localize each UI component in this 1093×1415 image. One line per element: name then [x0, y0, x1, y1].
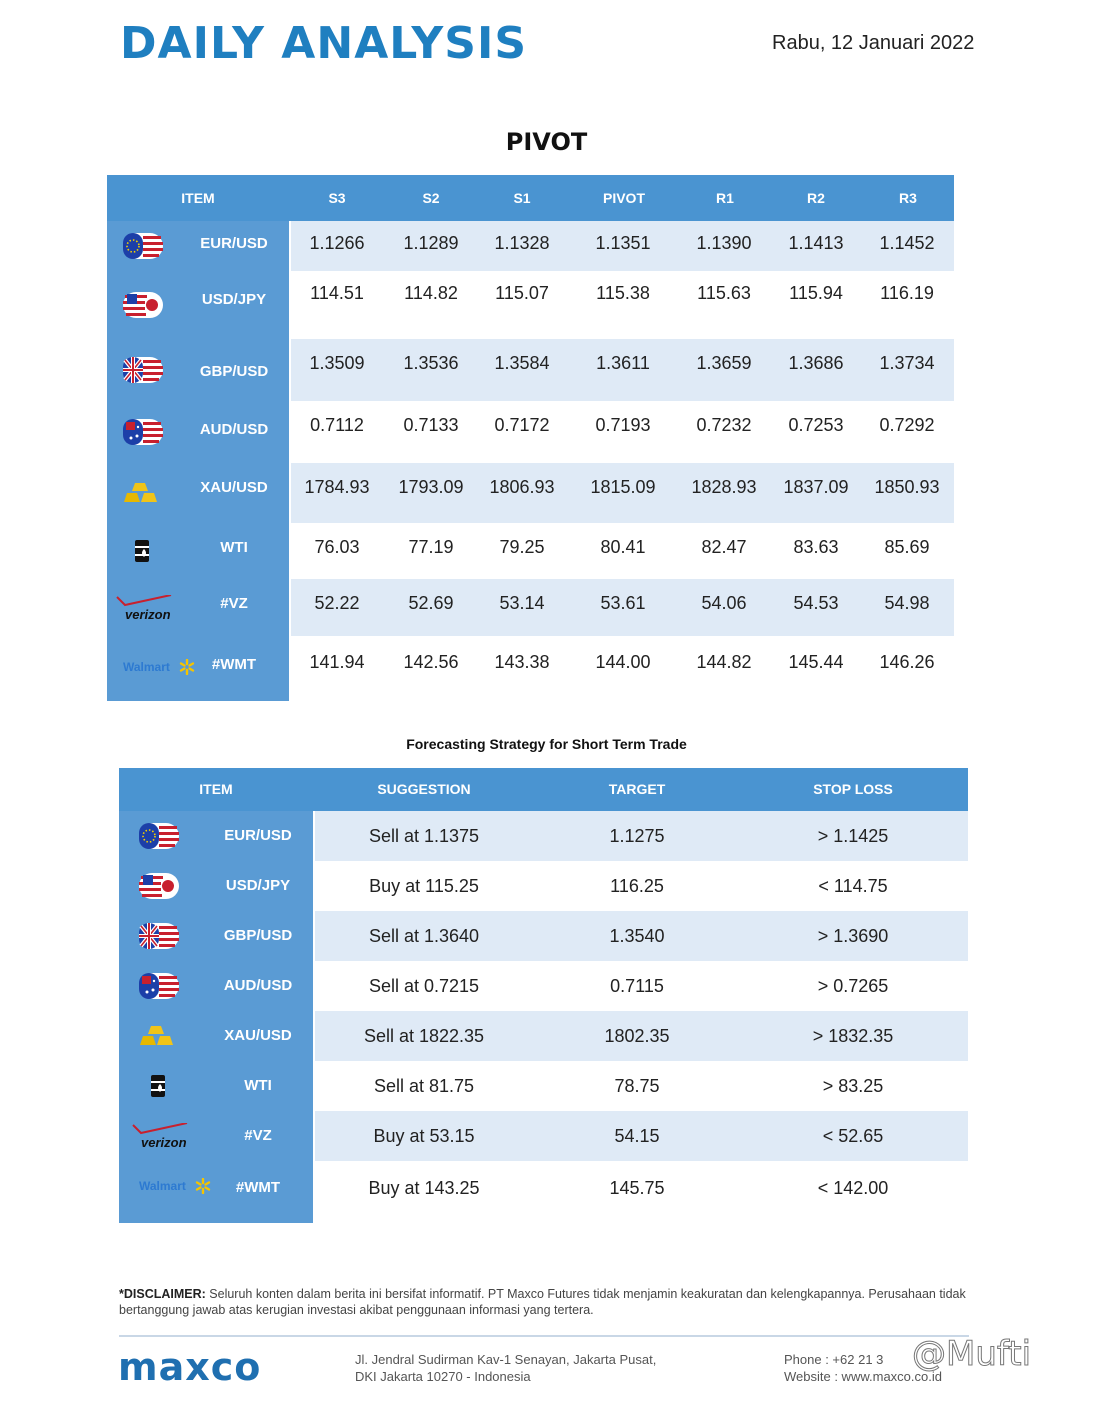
forecast-suggestion: Sell at 1.1375: [368, 826, 480, 846]
forecast-stop-loss: < 142.00: [817, 1178, 889, 1198]
pivot-cell: 76.03: [314, 537, 360, 557]
pivot-cell: 0.7232: [696, 415, 752, 435]
pivot-row: [107, 579, 954, 636]
pivot-col-pivot: PIVOT: [602, 190, 645, 206]
pivot-cell: 1.1351: [595, 233, 651, 253]
forecast-heading: Forecasting Strategy for Short Term Trade: [406, 736, 687, 752]
pivot-table: [107, 175, 954, 701]
oil-barrel-icon: [123, 538, 163, 564]
forecast-row-label: GBP/USD: [223, 927, 293, 944]
forecast-row: [119, 811, 968, 861]
pivot-cell: 114.51: [310, 283, 364, 303]
walmart-logo-text: Walmart: [123, 659, 170, 674]
forecast-col-target: TARGET: [608, 781, 666, 797]
pivot-heading: PIVOT: [505, 128, 588, 156]
pivot-cell: 85.69: [884, 537, 930, 557]
pivot-cell: 1.3536: [403, 353, 459, 373]
pivot-row: [107, 221, 954, 271]
page-title: DAILY ANALYSIS: [120, 18, 528, 69]
pivot-row-label: EUR/USD: [200, 235, 268, 252]
forecast-row-label: EUR/USD: [224, 827, 292, 844]
forecast-row: [119, 911, 968, 961]
forecast-suggestion: Buy at 53.15: [373, 1126, 475, 1146]
aud-usd-flag-icon: [139, 973, 179, 999]
pivot-cell: 141.94: [309, 652, 365, 672]
gold-bars-icon: [139, 1023, 179, 1049]
pivot-cell: 0.7292: [879, 415, 935, 435]
pivot-row: [107, 636, 954, 701]
forecast-target: 1.3540: [609, 926, 665, 946]
pivot-cell: 1.3659: [696, 353, 752, 373]
pivot-cell: 1.3584: [494, 353, 550, 373]
forecast-row: [119, 861, 968, 911]
verizon-logo-icon: [127, 1123, 191, 1153]
forecast-stop-loss: > 1832.35: [812, 1026, 894, 1046]
forecast-stop-loss: > 1.1425: [817, 826, 889, 846]
pivot-cell: 0.7133: [403, 415, 459, 435]
pivot-cell: 146.26: [879, 652, 935, 672]
gbp-usd-flag-icon: [123, 357, 163, 383]
pivot-cell: 1793.09: [398, 477, 464, 497]
pivot-cell: 1837.09: [783, 477, 849, 497]
forecast-row: [119, 961, 968, 1011]
pivot-cell: 52.22: [314, 593, 360, 613]
pivot-cell: 116.19: [880, 283, 934, 303]
forecast-row: [119, 1163, 968, 1213]
pivot-col-s3: S3: [328, 190, 346, 206]
pivot-cell: 54.06: [701, 593, 747, 613]
pivot-cell: 0.7253: [788, 415, 844, 435]
verizon-logo-text: verizon: [141, 1135, 187, 1150]
pivot-cell: 1.1266: [309, 233, 365, 253]
pivot-cell: 1828.93: [691, 477, 757, 497]
walmart-logo-icon: [109, 656, 181, 682]
forecast-row: [119, 1011, 968, 1061]
pivot-row: [107, 401, 954, 463]
pivot-cell: 1.1328: [494, 233, 550, 253]
pivot-cell: 1.3509: [309, 353, 365, 373]
pivot-row-label: #WMT: [211, 656, 257, 673]
forecast-col-item: ITEM: [199, 781, 233, 797]
verizon-logo-icon: [111, 595, 175, 625]
pivot-cell: 1850.93: [874, 477, 940, 497]
pivot-col-r3: R3: [899, 190, 917, 206]
forecast-col-suggestion: SUGGESTION: [377, 781, 471, 797]
pivot-cell: 80.41: [600, 537, 646, 557]
pivot-cell: 83.63: [793, 537, 839, 557]
forecast-table-header: [119, 768, 968, 811]
forecast-stop-loss: > 83.25: [822, 1076, 884, 1096]
forecast-row-label: #VZ: [244, 1127, 272, 1144]
forecast-table: [119, 768, 968, 1223]
company-address: [355, 1351, 656, 1385]
pivot-cell: 114.82: [404, 283, 458, 303]
forecast-row-label: USD/JPY: [225, 877, 291, 894]
website: Website : www.maxco.co.id: [784, 1369, 942, 1384]
pivot-cell: 77.19: [408, 537, 454, 557]
pivot-cell: 1.1390: [696, 233, 752, 253]
pivot-cell: 82.47: [701, 537, 747, 557]
gbp-usd-flag-icon: [139, 923, 179, 949]
forecast-target: 145.75: [609, 1178, 665, 1198]
disclaimer: [119, 1286, 979, 1318]
pivot-cell: 0.7193: [595, 415, 651, 435]
pivot-row-label: WTI: [220, 539, 248, 556]
forecast-suggestion: Buy at 143.25: [368, 1178, 480, 1198]
disclaimer-label: *DISCLAIMER:: [119, 1287, 206, 1301]
pivot-row: [107, 463, 954, 523]
eur-usd-flag-icon: [123, 233, 163, 259]
forecast-target: 54.15: [614, 1126, 660, 1146]
maxco-logo: maxco: [118, 1345, 262, 1389]
oil-barrel-icon: [139, 1073, 179, 1099]
pivot-col-item: ITEM: [181, 190, 215, 206]
forecast-target: 78.75: [614, 1076, 660, 1096]
walmart-logo-text: Walmart: [139, 1179, 186, 1193]
pivot-cell: 54.53: [793, 593, 839, 613]
pivot-cell: 1.1452: [879, 233, 935, 253]
forecast-suggestion: Sell at 1822.35: [363, 1026, 485, 1046]
walmart-logo-icon: [125, 1175, 197, 1201]
pivot-cell: 144.82: [696, 652, 752, 672]
pivot-col-r2: R2: [807, 190, 825, 206]
pivot-cell: 1.3686: [788, 353, 844, 373]
forecast-target: 0.7115: [610, 976, 664, 996]
eur-usd-flag-icon: [139, 823, 179, 849]
pivot-table-header: [107, 175, 954, 221]
pivot-cell: 145.44: [788, 652, 844, 672]
pivot-cell: 53.14: [499, 593, 545, 613]
pivot-cell: 143.38: [494, 652, 550, 672]
watermark: @Mufti: [912, 1334, 1032, 1374]
forecast-suggestion: Buy at 115.25: [369, 876, 479, 896]
forecast-stop-loss: < 114.75: [818, 876, 888, 896]
pivot-row-label: AUD/USD: [199, 421, 269, 438]
address-line-1: Jl. Jendral Sudirman Kav-1 Senayan, Jakarta Pusat,: [355, 1352, 657, 1367]
pivot-cell: 115.07: [495, 283, 549, 303]
pivot-cell: 1.3734: [879, 353, 935, 373]
forecast-row-label: WTI: [244, 1077, 272, 1094]
pivot-cell: 144.00: [595, 652, 651, 672]
pivot-row: [107, 339, 954, 401]
forecast-row: [119, 1111, 968, 1161]
pivot-col-r1: R1: [716, 190, 734, 206]
pivot-cell: 115.63: [697, 283, 751, 303]
forecast-row-label: XAU/USD: [224, 1027, 292, 1044]
verizon-logo-text: verizon: [125, 606, 171, 622]
pivot-row-label: XAU/USD: [200, 479, 268, 496]
forecast-stop-loss: < 52.65: [822, 1126, 884, 1146]
pivot-row-label: USD/JPY: [201, 291, 267, 308]
disclaimer-text: Seluruh konten dalam berita ini bersifat informatif. PT Maxco Futures tidak menjamin keakuratan dan kelengkapannya. Perusahaan tidak bertanggung jawab atas kerugian investasi akibat penggunaan informasi yang tertera.: [119, 1287, 966, 1317]
pivot-cell: 0.7172: [494, 415, 550, 435]
address-line-2: DKI Jakarta 10270 - Indonesia: [355, 1369, 531, 1384]
pivot-row: [107, 523, 954, 579]
aud-usd-flag-icon: [123, 419, 163, 445]
pivot-cell: 1.3611: [596, 353, 650, 373]
forecast-row-label: AUD/USD: [223, 977, 293, 994]
pivot-cell: 54.98: [884, 593, 930, 613]
forecast-row-label: #WMT: [235, 1179, 281, 1196]
pivot-cell: 0.7112: [310, 415, 364, 435]
pivot-cell: 1.1413: [788, 233, 844, 253]
pivot-col-s2: S2: [422, 190, 440, 206]
gold-bars-icon: [123, 480, 163, 506]
pivot-col-s1: S1: [513, 190, 531, 206]
forecast-target: 1.1275: [609, 826, 665, 846]
phone-number: Phone : +62 21 3: [784, 1352, 884, 1367]
forecast-stop-loss: > 1.3690: [817, 926, 889, 946]
pivot-cell: 1784.93: [304, 477, 370, 497]
pivot-cell: 52.69: [408, 593, 454, 613]
pivot-cell: 142.56: [403, 652, 459, 672]
pivot-cell: 115.38: [596, 283, 650, 303]
forecast-suggestion: Sell at 0.7215: [368, 976, 480, 996]
forecast-stop-loss: > 0.7265: [817, 976, 889, 996]
forecast-row: [119, 1061, 968, 1111]
forecast-suggestion: Sell at 1.3640: [368, 926, 480, 946]
pivot-cell: 1.1289: [403, 233, 459, 253]
usd-jpy-flag-icon: [123, 292, 163, 318]
pivot-row-label: #VZ: [220, 595, 248, 612]
forecast-col-stop-loss: STOP LOSS: [813, 781, 893, 797]
forecast-target: 1802.35: [604, 1026, 670, 1046]
pivot-cell: 79.25: [499, 537, 545, 557]
pivot-cell: 1806.93: [489, 477, 555, 497]
footer-divider: [119, 1335, 969, 1337]
pivot-cell: 115.94: [789, 283, 843, 303]
pivot-row: [107, 271, 954, 339]
pivot-row-label: GBP/USD: [199, 363, 269, 380]
report-date: Rabu, 12 Januari 2022: [772, 32, 975, 54]
pivot-cell: 53.61: [600, 593, 646, 613]
forecast-suggestion: Sell at 81.75: [373, 1076, 475, 1096]
forecast-target: 116.25: [610, 876, 664, 896]
usd-jpy-flag-icon: [139, 873, 179, 899]
pivot-cell: 1815.09: [590, 477, 656, 497]
